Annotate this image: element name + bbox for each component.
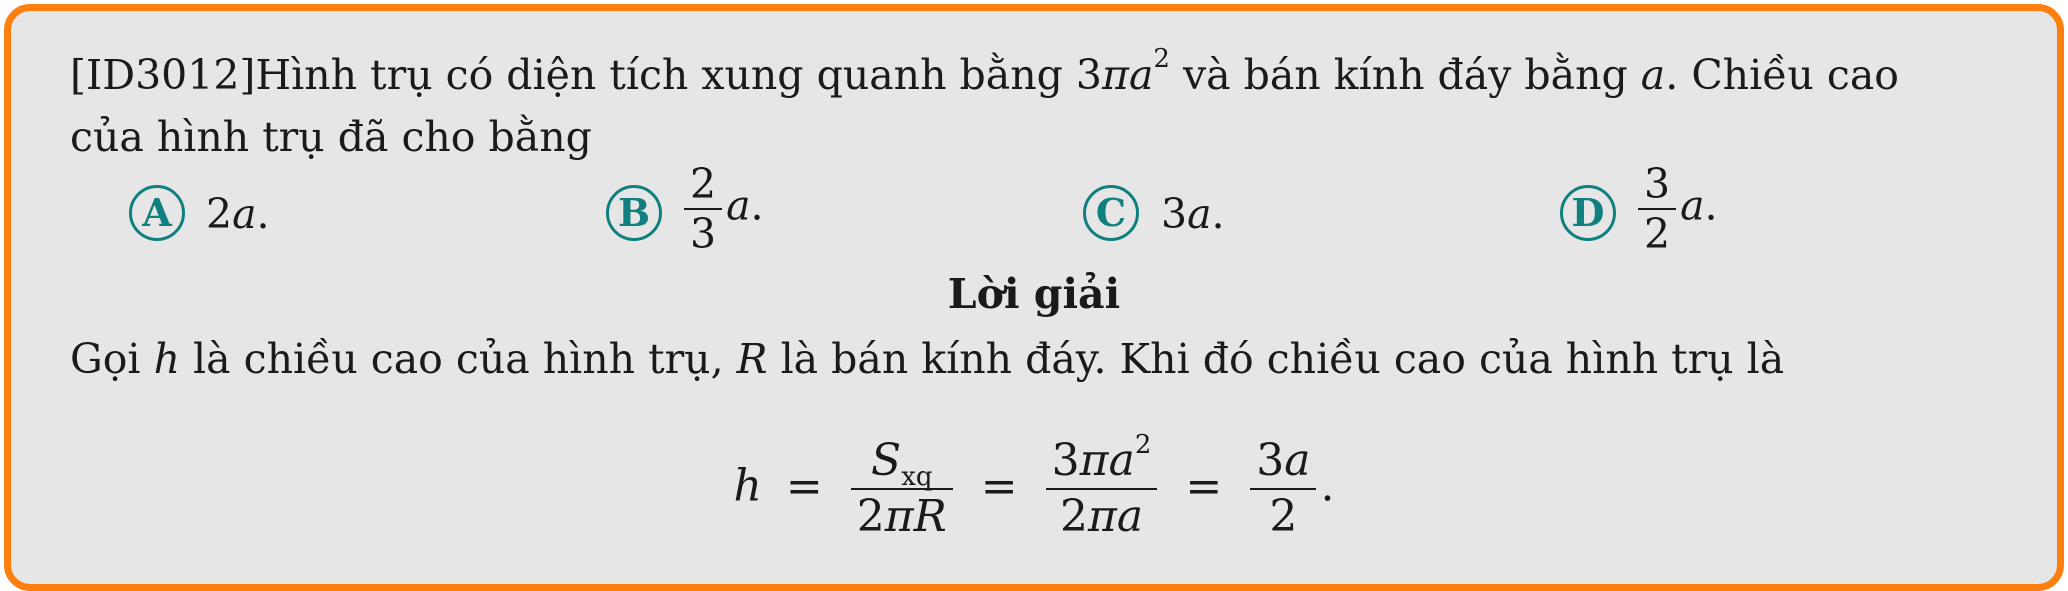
exponent: 2 [1153, 44, 1170, 74]
option-b-fraction [684, 160, 722, 258]
var-h: h [153, 335, 180, 383]
eq-f2-den-2: 2 [1059, 491, 1088, 542]
option-c-badge[interactable]: C [1083, 185, 1139, 241]
eq-f3-num-a: a [1284, 435, 1311, 486]
eq-f2-den-a: a [1116, 491, 1144, 542]
eq-f3-den: 2 [1269, 491, 1298, 542]
eq-f2-num [1046, 430, 1158, 488]
eq-f3-num [1250, 434, 1316, 488]
eq-f2-den [1054, 490, 1149, 544]
eq-f1-den [851, 490, 953, 544]
option-d-num: 3 [1644, 160, 1671, 208]
option-a-badge[interactable]: A [129, 185, 185, 241]
question-text-part3: . Chiều cao [1665, 51, 1899, 99]
question-line-2: của hình trụ đã cho bằng [70, 113, 592, 161]
var-S: S [871, 435, 902, 486]
option-d-badge[interactable]: D [1560, 185, 1616, 241]
option-c-end: . [1211, 190, 1225, 238]
option-b-text[interactable] [680, 160, 764, 258]
eq-f1-den-R: R [913, 491, 947, 542]
var-a-radius: a [1640, 51, 1666, 99]
option-b-den: 3 [690, 210, 717, 258]
subscript-xq: xq [901, 462, 933, 492]
solution-equation [0, 430, 2068, 544]
eq-f2-exp: 2 [1134, 430, 1152, 460]
option-d-den: 2 [1644, 210, 1671, 258]
eq-equals: = [785, 460, 823, 512]
option-d-fraction [1638, 160, 1676, 258]
var-a: a [1128, 51, 1154, 99]
option-b-end: . [750, 181, 764, 230]
option-a-end: . [256, 190, 270, 238]
eq-f2-den-pi: π [1087, 491, 1117, 542]
pi-symbol: π [1101, 51, 1129, 99]
option-a-var: a [232, 190, 257, 238]
eq-f1-den-pi: π [884, 491, 914, 542]
option-a-text[interactable] [206, 185, 270, 243]
eq-f1-den-2: 2 [856, 491, 885, 542]
eq-end: . [1320, 460, 1335, 512]
option-c-var: a [1187, 190, 1212, 238]
eq-lhs: h [733, 460, 762, 512]
option-b-var: a [726, 181, 751, 230]
option-b-badge[interactable]: B [606, 185, 662, 241]
eq-fraction-2 [1046, 430, 1158, 544]
var-R: R [736, 335, 768, 383]
option-d-end: . [1704, 181, 1718, 230]
eq-f2-num-pi: π [1079, 435, 1109, 486]
question-id: [ID3012] [70, 51, 256, 99]
eq-f1-num [865, 434, 938, 492]
question-line-1 [70, 46, 1899, 104]
option-d-text[interactable] [1634, 160, 1718, 258]
eq-equals: = [1185, 460, 1223, 512]
option-b-num: 2 [690, 160, 717, 208]
solution-text-2: là chiều cao của hình trụ, [180, 335, 737, 383]
solution-paragraph [70, 330, 1784, 388]
option-c-text[interactable] [1161, 185, 1225, 243]
question-text-part1: Hình trụ có diện tích xung quanh bằng 3 [255, 51, 1102, 99]
eq-fraction-1 [851, 434, 953, 544]
eq-fraction-3 [1250, 434, 1316, 544]
option-c-coef: 3 [1161, 190, 1188, 238]
eq-f2-num-a: a [1108, 435, 1135, 486]
solution-heading: Lời giải [947, 270, 1121, 318]
solution-text-3: là bán kính đáy. Khi đó chiều cao của hình trụ là [767, 335, 1785, 383]
eq-equals: = [980, 460, 1018, 512]
question-text-part2: và bán kính đáy bằng [1169, 51, 1641, 99]
eq-f2-num-3: 3 [1051, 435, 1080, 486]
eq-f3-num-3: 3 [1256, 435, 1285, 486]
solution-text-1: Gọi [70, 335, 154, 383]
option-d-var: a [1680, 181, 1705, 230]
option-a-coef: 2 [206, 190, 233, 238]
